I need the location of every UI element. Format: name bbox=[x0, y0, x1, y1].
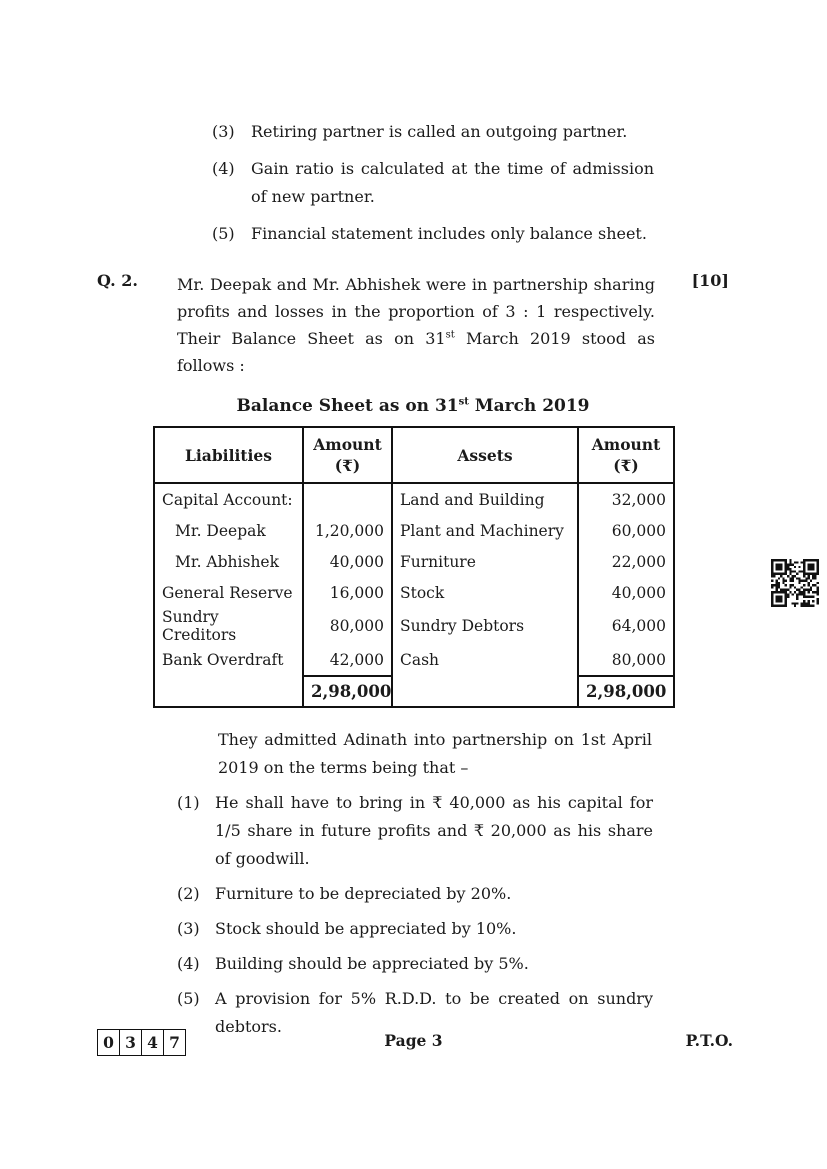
asset-name: Furniture bbox=[392, 546, 578, 577]
paper-code-digit: 4 bbox=[141, 1030, 163, 1055]
table-row bbox=[154, 608, 674, 644]
asset-amount: 22,000 bbox=[578, 546, 674, 577]
question-block bbox=[97, 271, 757, 379]
question-text-superscript: st bbox=[445, 329, 455, 341]
question-text-pre: Mr. Deepak and Mr. Abhishek were in partnership sharing profits and losses in the proportion of 3 : 1 respectively. Their Balance Sheet as on 31 bbox=[177, 275, 655, 348]
liability-name: General Reserve bbox=[154, 577, 303, 608]
term-item bbox=[177, 789, 653, 873]
statement-number: (3) bbox=[212, 122, 235, 141]
statement-item bbox=[212, 220, 654, 248]
title-superscript: st bbox=[458, 396, 469, 408]
question-marks: [10] bbox=[691, 271, 729, 290]
paper-code-digit: 7 bbox=[163, 1030, 185, 1055]
asset-amount: 40,000 bbox=[578, 577, 674, 608]
statement-text: Financial statement includes only balance sheet. bbox=[251, 224, 647, 243]
term-item bbox=[177, 915, 653, 943]
header-liabilities: Liabilities bbox=[154, 427, 303, 483]
statement-text: Retiring partner is called an outgoing partner. bbox=[251, 122, 628, 141]
balance-sheet-table bbox=[153, 426, 675, 708]
term-text: Furniture to be depreciated by 20%. bbox=[215, 884, 512, 903]
statement-number: (4) bbox=[212, 159, 235, 178]
term-text: Stock should be appreciated by 10%. bbox=[215, 919, 517, 938]
table-row bbox=[154, 644, 674, 676]
table-total-row bbox=[154, 676, 674, 707]
total-liabilities-amount: 2,98,000 bbox=[303, 676, 392, 707]
liability-name: Bank Overdraft bbox=[154, 644, 303, 676]
title-post: March 2019 bbox=[468, 396, 590, 416]
term-number: (5) bbox=[177, 989, 200, 1008]
header-assets: Assets bbox=[392, 427, 578, 483]
term-number: (2) bbox=[177, 884, 200, 903]
asset-name: Plant and Machinery bbox=[392, 515, 578, 546]
total-assets-amount: 2,98,000 bbox=[578, 676, 674, 707]
liability-amount: 42,000 bbox=[303, 644, 392, 676]
paper-code-digit: 3 bbox=[119, 1030, 141, 1055]
table-row bbox=[154, 577, 674, 608]
terms-list bbox=[177, 789, 653, 1041]
statement-text: Gain ratio is calculated at the time of admission of new partner. bbox=[251, 159, 654, 206]
statement-list bbox=[212, 0, 654, 248]
asset-amount: 64,000 bbox=[578, 608, 674, 644]
term-number: (1) bbox=[177, 793, 200, 812]
liability-amount: 16,000 bbox=[303, 577, 392, 608]
liability-amount: 40,000 bbox=[303, 546, 392, 577]
paper-code-digit: 0 bbox=[103, 1033, 114, 1052]
statement-number: (5) bbox=[212, 224, 235, 243]
asset-amount: 80,000 bbox=[578, 644, 674, 676]
term-number: (3) bbox=[177, 919, 200, 938]
liability-name: Mr. Abhishek bbox=[154, 546, 303, 577]
table-header-row bbox=[154, 427, 674, 483]
qr-code bbox=[771, 559, 819, 607]
term-text: A provision for 5% R.D.D. to be created on sundry debtors. bbox=[215, 989, 653, 1036]
liability-amount: 1,20,000 bbox=[303, 515, 392, 546]
statement-item bbox=[212, 118, 654, 146]
page-number: Page 3 bbox=[384, 1031, 443, 1050]
term-number: (4) bbox=[177, 954, 200, 973]
liability-name: Capital Account: bbox=[154, 483, 303, 515]
term-text: He shall have to bring in ₹ 40,000 as his capital for 1/5 share in future profits and ₹ 20,000 as his share of goodwill. bbox=[215, 793, 653, 868]
header-amount-right: Amount (₹) bbox=[578, 427, 674, 483]
statement-item bbox=[212, 155, 654, 211]
title-pre: Balance Sheet as on 31 bbox=[236, 396, 459, 416]
total-liability-blank bbox=[154, 676, 303, 707]
asset-name: Cash bbox=[392, 644, 578, 676]
question-label: Q. 2. bbox=[97, 271, 138, 290]
term-item bbox=[177, 950, 653, 978]
liability-name: Mr. Deepak bbox=[154, 515, 303, 546]
asset-name: Sundry Debtors bbox=[392, 608, 578, 644]
term-text: Building should be appreciated by 5%. bbox=[215, 954, 529, 973]
question-text-post: March 2019 stood as follows : bbox=[177, 329, 656, 375]
term-item bbox=[177, 880, 653, 908]
admission-paragraph: They admitted Adinath into partnership on 1st April 2019 on the terms being that – bbox=[218, 730, 652, 777]
table-row bbox=[154, 515, 674, 546]
pto-label: P.T.O. bbox=[685, 1031, 733, 1050]
table-row bbox=[154, 483, 674, 515]
asset-name: Stock bbox=[392, 577, 578, 608]
asset-amount: 60,000 bbox=[578, 515, 674, 546]
table-row bbox=[154, 546, 674, 577]
asset-amount: 32,000 bbox=[578, 483, 674, 515]
balance-sheet-title bbox=[153, 395, 673, 417]
header-amount-left: Amount (₹) bbox=[303, 427, 392, 483]
total-asset-blank bbox=[392, 676, 578, 707]
liability-amount: 80,000 bbox=[303, 608, 392, 644]
question-text bbox=[177, 271, 655, 379]
liability-amount bbox=[303, 483, 392, 515]
liability-name: Sundry Creditors bbox=[154, 608, 303, 644]
asset-name: Land and Building bbox=[392, 483, 578, 515]
